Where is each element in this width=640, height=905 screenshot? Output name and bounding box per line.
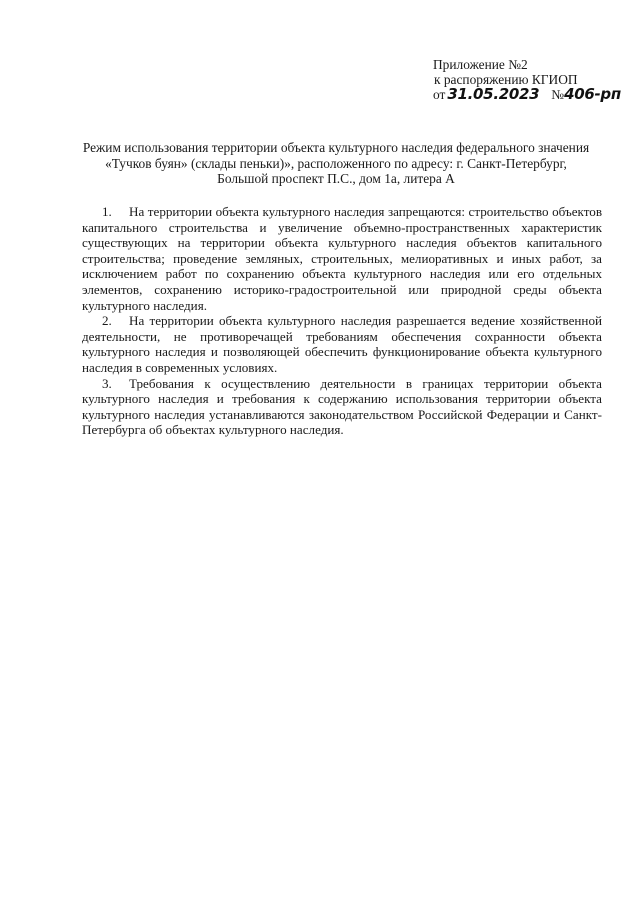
- document-title: [60, 140, 612, 187]
- appendix-date-number-line: [433, 87, 633, 103]
- item-number: 2.: [102, 313, 112, 329]
- item-number: 3.: [102, 375, 112, 391]
- regime-item: [82, 313, 602, 375]
- item-text: Требования к осуществлению деятельности в границах территории объекта культурного наследия и требования к содержанию использования территории объекта культурного наследия устанавливаются законодательством Российской Федерации и Санкт-Петербурга об объектах культурного наследия.: [82, 375, 602, 438]
- item-number: 1.: [102, 204, 112, 219]
- item-text: На территории объекта культурного наследия разрешается ведение хозяйственной деятельности, не противоречащей требованиям обеспечения сохранности объекта культурного наследия и позволяющей обеспечить функционирование объекта культурного наследия в современных условиях.: [82, 313, 602, 375]
- title-line-1: Режим использования территории объекта культурного наследия федерального значения: [82, 140, 590, 155]
- title-line-3: Большой проспект П.С., дом 1а, литера А: [217, 171, 455, 187]
- number-prefix: №: [551, 87, 565, 103]
- item-text: На территории объекта культурного наследия запрещаются: строительство объектов капитального строительства и увеличение объемно-пространственных характеристик существующих на территории объекта культурного наследия объектов капитального строительства; проведение земляных, строительных, мелиоративных и иных работ, за исключением работ по сохранению объекта культурного наследия или его отдельных элементов, сохранению историко-градостроительной или природной среды объекта культурного наследия.: [82, 204, 602, 313]
- regime-item: [82, 204, 602, 313]
- appendix-title: Приложение №2: [433, 57, 528, 72]
- regime-item: [82, 376, 602, 438]
- appendix-header: [433, 58, 633, 103]
- title-line-2: «Тучков буян» (склады пеньки)», расположенного по адресу: г. Санкт-Петербург,: [105, 155, 567, 171]
- handwritten-order-number: 406-рп: [564, 85, 621, 104]
- handwritten-date: 31.05.2023: [447, 85, 540, 104]
- appendix-order-reference: к распоряжению КГИОП: [434, 71, 578, 87]
- date-prefix: от: [433, 87, 446, 103]
- document-body: [82, 204, 602, 438]
